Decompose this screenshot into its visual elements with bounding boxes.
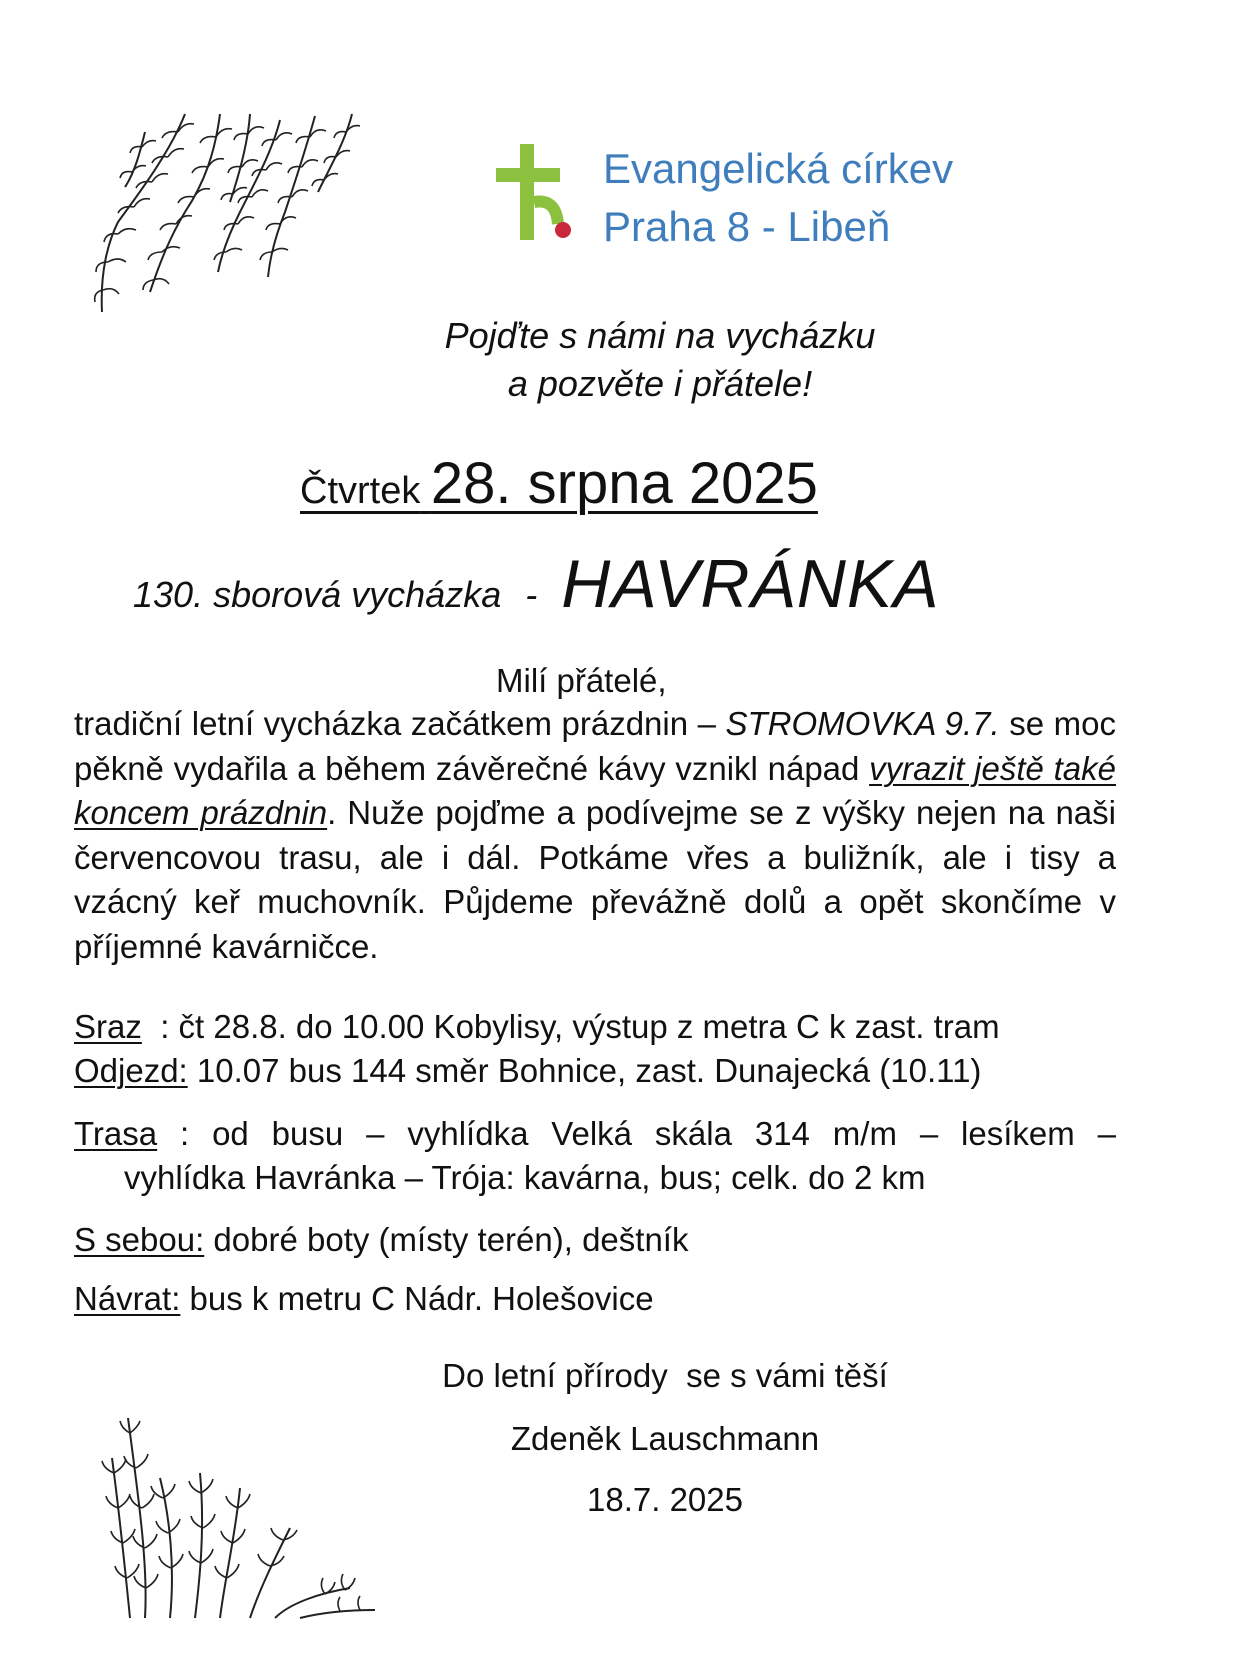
- letter-text-1: tradiční letní vycházka začátkem prázdnin –: [74, 705, 726, 742]
- info-trasa-row: [74, 1112, 1116, 1156]
- church-logo-icon: [496, 144, 576, 244]
- info-route: [74, 1112, 1134, 1200]
- walk-dash: -: [525, 574, 538, 615]
- sraz-label: Sraz: [74, 1008, 142, 1045]
- info-sraz-row: [74, 1005, 1134, 1049]
- invitation-text: [380, 312, 940, 408]
- info-return: [74, 1277, 1134, 1321]
- sebou-value: dobré boty (místy terén), deštník: [204, 1221, 689, 1258]
- invitation-line2: a pozvěte i přátele!: [507, 363, 813, 404]
- odjezd-value: 10.07 bus 144 směr Bohnice, zast. Dunajecká (10.11): [187, 1052, 982, 1089]
- walk-title: [133, 545, 940, 623]
- invitation-line1: Pojďte s námi na vycházku: [444, 315, 876, 356]
- navrat-label: Návrat:: [74, 1280, 181, 1317]
- walk-label: 130. sborová vycházka: [133, 574, 502, 615]
- closing-line: Do letní přírody se s vámi těší: [442, 1357, 888, 1394]
- trasa-value-2: vyhlídka Havránka – Trója: kavárna, bus; celk. do 2 km: [124, 1159, 926, 1196]
- branch-illustration-top: [90, 112, 360, 327]
- church-name-line1: Evangelická církev: [603, 145, 954, 192]
- info-odjezd-row: [74, 1049, 1134, 1093]
- sebou-label: S sebou:: [74, 1221, 205, 1258]
- letter-highlight: vyrazit ještě také koncem prázdnin: [74, 749, 1116, 831]
- closing-date: 18.7. 2025: [587, 1481, 743, 1518]
- church-name: [603, 140, 953, 256]
- odjezd-label: Odjezd:: [74, 1052, 188, 1089]
- sraz-value: : čt 28.8. do 10.00 Kobylisy, výstup z metra C k zast. tram: [141, 1008, 1000, 1045]
- event-date: [300, 450, 818, 517]
- signature: Zdeněk Lauschmann: [510, 1420, 820, 1457]
- trasa-value-1: : od busu – vyhlídka Velká skála 314 m/m – lesíkem –: [157, 1115, 1116, 1152]
- church-name-line2: Praha 8 - Libeň: [603, 203, 891, 250]
- letter-text-3: . Nuže pojďme a podívejme se z výšky nejen na naši červencovou trasu, ale i dál. Potkáme vřes a buližník, ale i tisy a vzácný keř muchovník. Půjdeme převážně dolů a opět skončíme v příjemné kavárničce.: [74, 794, 1116, 965]
- navrat-value: bus k metru C Nádr. Holešovice: [180, 1280, 654, 1317]
- letter-body: [74, 702, 1116, 969]
- greeting: Milí přátelé,: [496, 662, 667, 699]
- trasa-label: Trasa: [74, 1115, 158, 1152]
- info-bring: [74, 1218, 1134, 1262]
- event-weekday: Čtvrtek: [300, 470, 421, 512]
- letter-stromovka: STROMOVKA 9.7.: [725, 705, 1000, 742]
- plant-illustration-bottom: [100, 1418, 380, 1623]
- walk-place: HAVRÁNKA: [561, 546, 940, 622]
- event-date-value: 28. srpna 2025: [430, 451, 818, 516]
- letter-text-2: se moc pěkně vydařila a během závěrečné kávy vznikl nápad: [74, 705, 1116, 787]
- info-meeting: [74, 1005, 1134, 1093]
